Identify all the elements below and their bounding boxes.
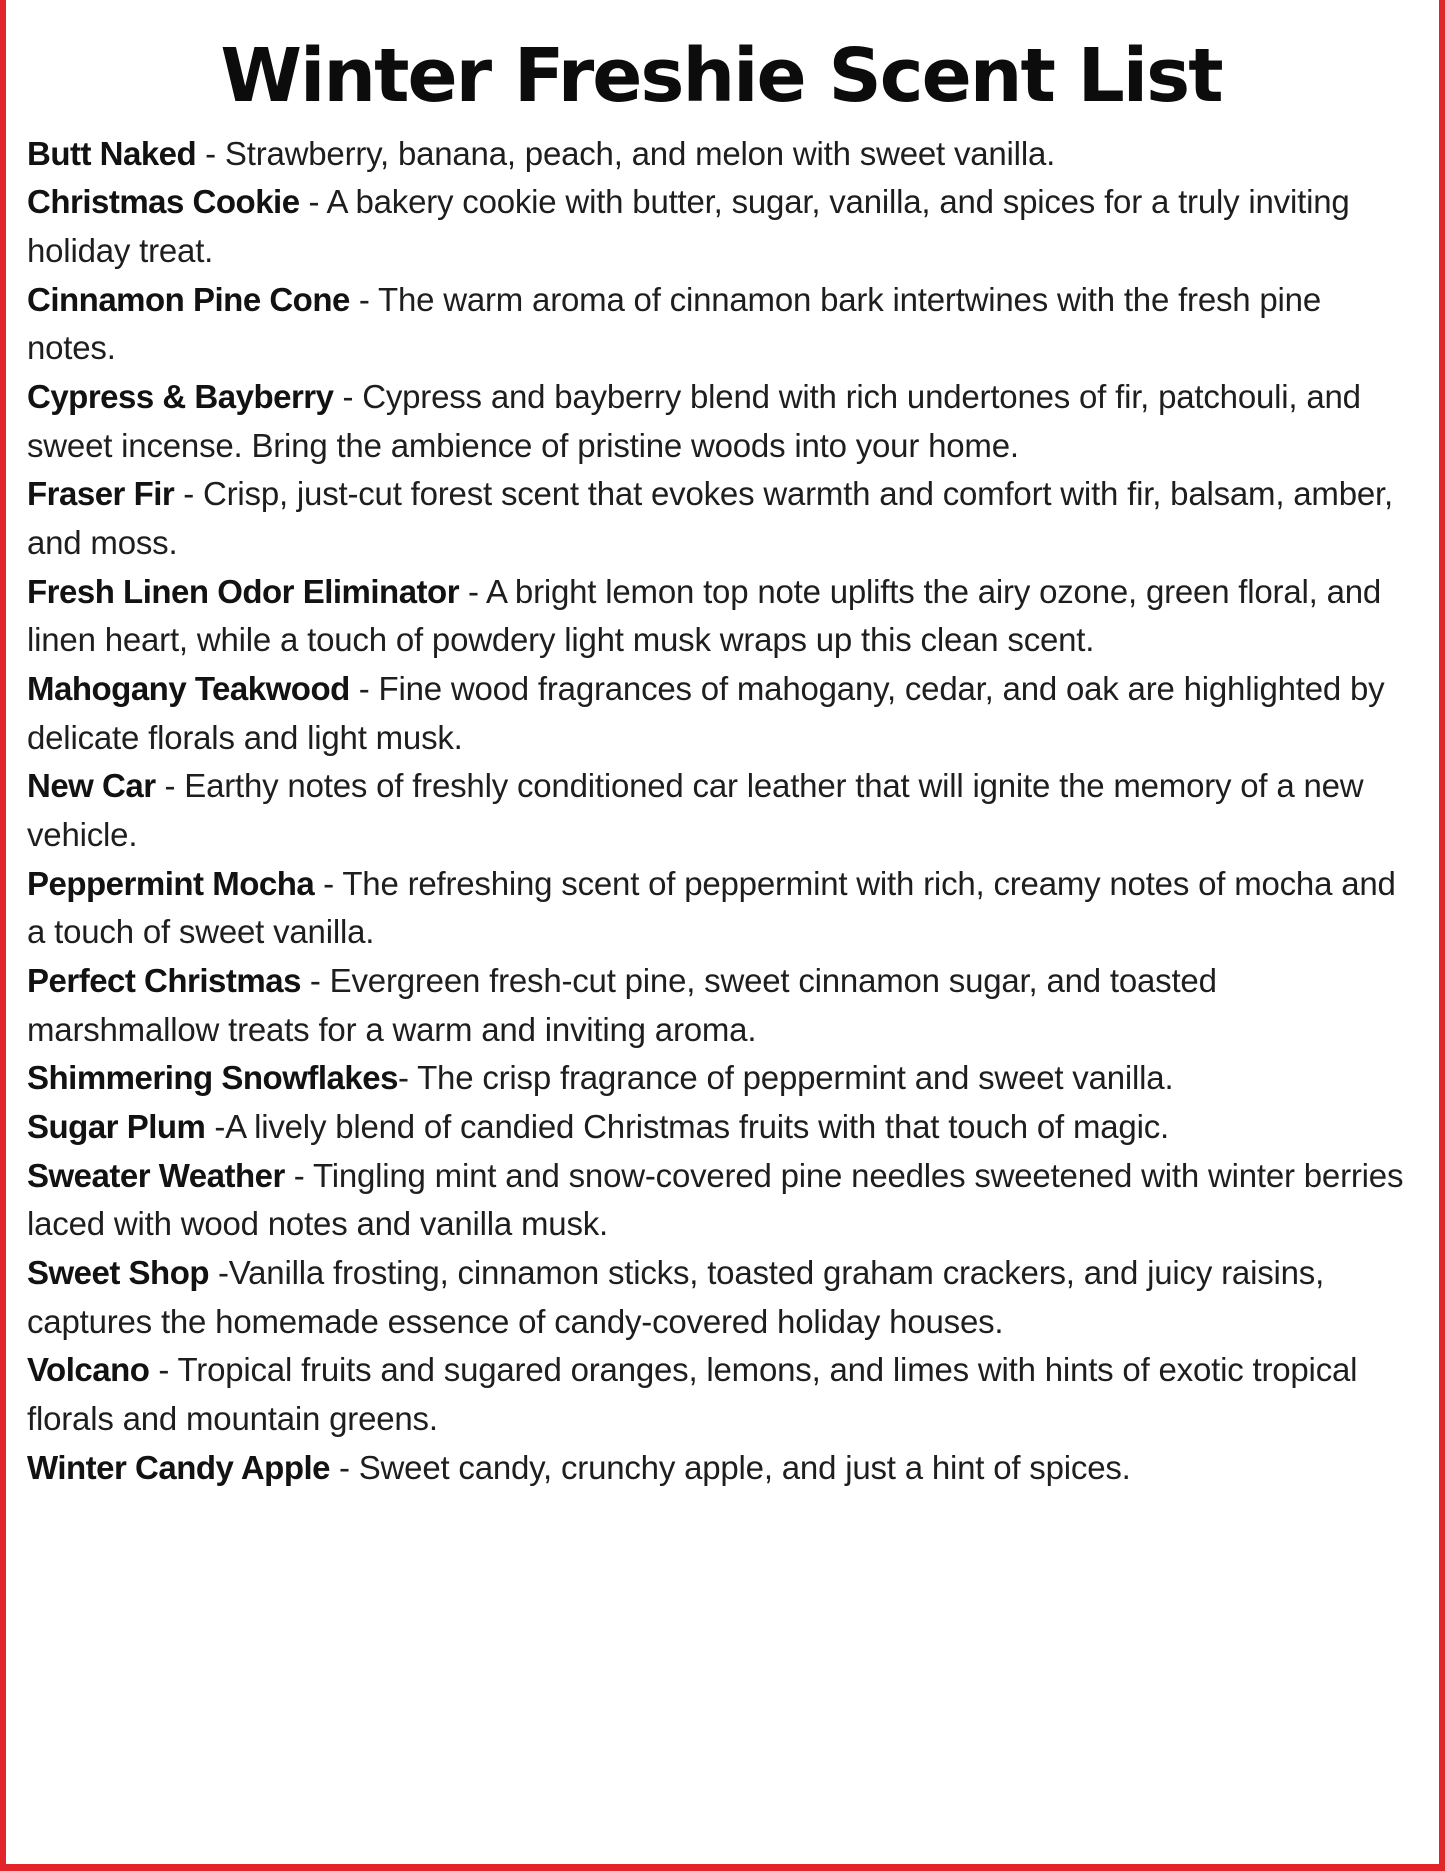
- scent-entry: [27, 762, 1415, 859]
- scent-name: Sweet Shop: [27, 1254, 210, 1292]
- scent-description: - Tingling mint and snow-covered pine needles sweetened with winter berries laced with wood notes and vanilla musk.: [27, 1156, 1404, 1243]
- scent-name: Christmas Cookie: [27, 183, 300, 221]
- page-title: Winter Freshie Scent List: [220, 33, 1222, 119]
- scent-description: -A lively blend of candied Christmas fruits with that touch of magic.: [205, 1108, 1169, 1146]
- page-border-right: [1439, 0, 1445, 1871]
- scent-description: - A bakery cookie with butter, sugar, vanilla, and spices for a truly inviting holiday treat.: [27, 183, 1350, 270]
- scent-description: - Cypress and bayberry blend with rich undertones of fir, patchouli, and sweet incense. Bring the ambience of pristine woods into your home.: [27, 378, 1361, 464]
- scent-name: Perfect Christmas: [27, 962, 301, 1000]
- scent-entry: [27, 1249, 1415, 1346]
- scent-description: - Crisp, just-cut forest scent that evokes warmth and comfort with fir, balsam, amber, and moss.: [27, 475, 1393, 562]
- scent-name: Peppermint Mocha: [27, 864, 315, 902]
- scent-entry: [27, 860, 1415, 957]
- scent-entry: [27, 1346, 1415, 1443]
- scent-description: - Evergreen fresh-cut pine, sweet cinnamon sugar, and toasted marshmallow treats for a warm and inviting aroma.: [27, 962, 1217, 1048]
- scent-name: Cypress & Bayberry: [27, 378, 334, 416]
- scent-description: - The refreshing scent of peppermint with rich, creamy notes of mocha and a touch of sweet vanilla.: [27, 864, 1396, 951]
- scent-description: - Sweet candy, crunchy apple, and just a hint of spices.: [330, 1448, 1131, 1486]
- page-border-bottom: [0, 1864, 1445, 1871]
- scent-name: Butt Naked: [27, 134, 197, 172]
- scent-entry: [27, 130, 1415, 179]
- scent-description: - The crisp fragrance of peppermint and sweet vanilla.: [397, 1059, 1174, 1097]
- scent-entry: [27, 665, 1415, 762]
- scent-name: Volcano: [27, 1351, 150, 1389]
- scent-entry: [27, 1103, 1415, 1152]
- scent-name: Cinnamon Pine Cone: [27, 280, 350, 318]
- scent-name: New Car: [27, 767, 156, 805]
- scent-entry: [27, 957, 1415, 1054]
- scent-description: - Tropical fruits and sugared oranges, lemons, and limes with hints of exotic tropical florals and mountain greens.: [27, 1351, 1358, 1438]
- scent-name: Fraser Fir: [27, 475, 175, 513]
- scent-list: [27, 130, 1415, 1493]
- scent-name: Sugar Plum: [27, 1108, 206, 1146]
- scent-name: Mahogany Teakwood: [27, 670, 350, 708]
- scent-description: - Earthy notes of freshly conditioned car leather that will ignite the memory of a new vehicle.: [27, 767, 1364, 854]
- scent-entry: [27, 178, 1415, 275]
- scent-description: -Vanilla frosting, cinnamon sticks, toasted graham crackers, and juicy raisins, captures the homemade essence of candy-covered holiday houses.: [27, 1254, 1325, 1340]
- scent-description: - The warm aroma of cinnamon bark intertwines with the fresh pine notes.: [27, 280, 1321, 367]
- scent-entry: [27, 1054, 1415, 1103]
- scent-name: Shimmering Snowflakes: [27, 1059, 398, 1097]
- scent-entry: [27, 1152, 1415, 1249]
- scent-name: Fresh Linen Odor Eliminator: [27, 572, 460, 610]
- scent-entry: [27, 470, 1415, 567]
- scent-entry: [27, 568, 1415, 665]
- scent-name: Sweater Weather: [27, 1156, 285, 1194]
- page-border-left: [0, 0, 6, 1871]
- scent-description: - A bright lemon top note uplifts the airy ozone, green floral, and linen heart, while a touch of powdery light musk wraps up this clean scent.: [27, 572, 1382, 659]
- scent-entry: [27, 276, 1415, 373]
- scent-entry: [27, 373, 1415, 470]
- scent-name: Winter Candy Apple: [27, 1448, 331, 1486]
- scent-entry: [27, 1444, 1415, 1493]
- scent-description: - Fine wood fragrances of mahogany, cedar, and oak are highlighted by delicate florals and light musk.: [27, 670, 1385, 756]
- scent-description: - Strawberry, banana, peach, and melon with sweet vanilla.: [196, 134, 1056, 172]
